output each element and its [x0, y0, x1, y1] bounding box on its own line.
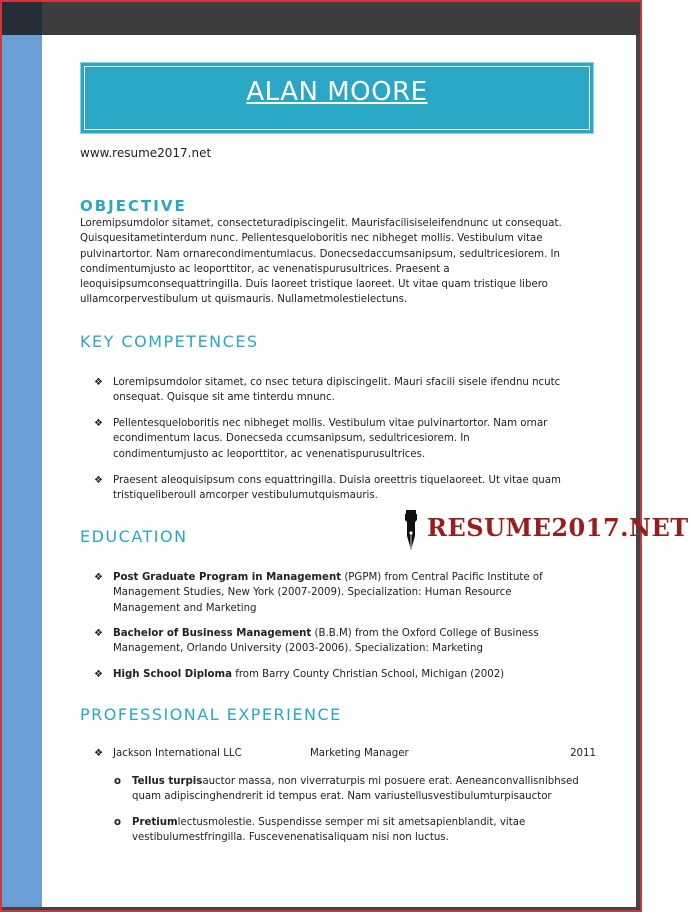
- detail-text: auctor massa, non viverraturpis mi posuere erat. Aeneanconvallisnibhsed: [202, 776, 579, 787]
- detail-lead: Tellus turpis: [132, 776, 203, 787]
- objective-line: Quisquesitametinterdum nunc. Pellentesqueloboritis nec nibheget mollis. Vestibulum vitae: [80, 233, 543, 245]
- detail-text: lectusmolestie. Suspendisse semper mi sit ametsapienblandit, vitae: [177, 817, 526, 828]
- competence-line: condimentumjusto ac leoporttitor, ac venenatispurusultrices.: [113, 448, 426, 460]
- education-line: Management and Marketing: [113, 602, 257, 614]
- education-item: [94, 667, 594, 682]
- left-color-bar: [2, 35, 42, 908]
- bullet-icon: ❖: [94, 418, 103, 429]
- education-detail: (B.B.M) from the Oxford College of Business: [311, 628, 539, 639]
- experience-detail: [114, 815, 594, 846]
- detail-line: [132, 774, 594, 789]
- objective-line: condimentumjusto ac leoporttitor, ac venenatispurusultrices. Praesent a: [80, 263, 450, 275]
- competence-line: Praesent aleoquisipsum cons equattringilla. Duisla oreettris tiquelaoreet. Ut vitae quam: [113, 475, 561, 486]
- competence-line: tristiqueliberoull amcorper vestibulumutquismauris.: [113, 490, 378, 502]
- job-year: 2011: [570, 748, 596, 759]
- experience-heading: PROFESSIONAL EXPERIENCE: [80, 705, 342, 724]
- competence-item: [94, 375, 594, 406]
- bullet-icon: ❖: [94, 377, 103, 388]
- education-detail: from Barry County Christian School, Michigan (2002): [232, 669, 505, 680]
- detail-line: [132, 815, 594, 830]
- competence-line: Pellentesqueloboritis nec nibheget mollis. Vestibulum vitae pulvinartortor. Nam ornar: [113, 418, 548, 429]
- name-banner: [80, 62, 594, 134]
- education-line: Management, Orlando University (2003-2006). Specialization: Marketing: [113, 643, 483, 655]
- education-heading: EDUCATION: [80, 527, 188, 546]
- bullet-icon: ❖: [94, 475, 103, 486]
- sub-bullet-icon: o: [114, 817, 121, 828]
- detail-line: quam adipiscinghendrerit id tempus erat. Nam variustellusvestibulumturpisauctor: [132, 791, 552, 803]
- job-role: Marketing Manager: [310, 748, 409, 759]
- objective-line: ullamcorpervestibulum ut quismauris. Nullametmolestielectuns.: [80, 294, 408, 306]
- top-bar: [2, 2, 640, 35]
- detail-line: vestibulumestfringilla. Fuscevenenatisaliquam nisi non luctus.: [132, 832, 449, 844]
- bullet-icon: ❖: [94, 572, 103, 583]
- competence-line: onsequat. Quisque sit ame tinterdu mnunc.: [113, 392, 335, 404]
- bullet-icon: ❖: [94, 669, 103, 680]
- objective-line: pulvinartortor. Nam ornarecondimentumlacus. Donecsedaccumsanipsum, sedultricesiorem. In: [80, 248, 561, 260]
- competence-item: [94, 416, 594, 462]
- bottom-edge: [2, 907, 640, 910]
- bullet-icon: ❖: [94, 748, 104, 759]
- education-item: [94, 570, 594, 616]
- competence-item: [94, 473, 594, 504]
- degree-title: Bachelor of Business Management: [113, 628, 312, 639]
- objective-paragraph: [80, 216, 590, 308]
- competences-heading: KEY COMPETENCES: [80, 332, 259, 351]
- company-name: Jackson International LLC: [113, 748, 242, 759]
- degree-title: Post Graduate Program in Management: [113, 572, 342, 583]
- education-line: [113, 667, 594, 682]
- experience-item: [94, 748, 594, 764]
- objective-line: Loremipsumdolor sitamet, consecteturadipiscingelit. Maurisfacilisiseleifendnunc ut consequat.: [80, 218, 562, 229]
- top-bar-corner: [2, 2, 42, 35]
- degree-title: High School Diploma: [113, 669, 232, 680]
- website-url: www.resume2017.net: [80, 146, 212, 160]
- objective-heading: OBJECTIVE: [80, 197, 187, 215]
- education-item: [94, 626, 594, 657]
- right-edge: [636, 35, 640, 908]
- logo-text: RESUME2017.NET: [427, 513, 689, 542]
- competence-line: econdimentum lacus. Donecseda ccumsanipsum, sedultricesiorem. In: [113, 433, 470, 445]
- sub-bullet-icon: o: [114, 776, 121, 787]
- candidate-name: ALAN MOORE: [246, 77, 428, 107]
- education-line: [113, 570, 594, 585]
- objective-line: leoquisipsumconsequattringilla. Duis laoreet tristique laoreet. Ut vitae quam tristique libero: [80, 279, 548, 291]
- bullet-icon: ❖: [94, 628, 103, 639]
- detail-lead: Pretium: [132, 817, 178, 828]
- education-line: Management Studies, New York (2007-2009). Specialization: Human Resource: [113, 587, 512, 599]
- experience-detail: [114, 774, 594, 805]
- education-detail: (PGPM) from Central Pacific Institute of: [341, 572, 543, 583]
- education-line: [113, 626, 594, 641]
- competence-line: Loremipsumdolor sitamet, co nsec tetura dipiscingelit. Mauri sfacili sisele ifendnu ncutc: [113, 377, 561, 388]
